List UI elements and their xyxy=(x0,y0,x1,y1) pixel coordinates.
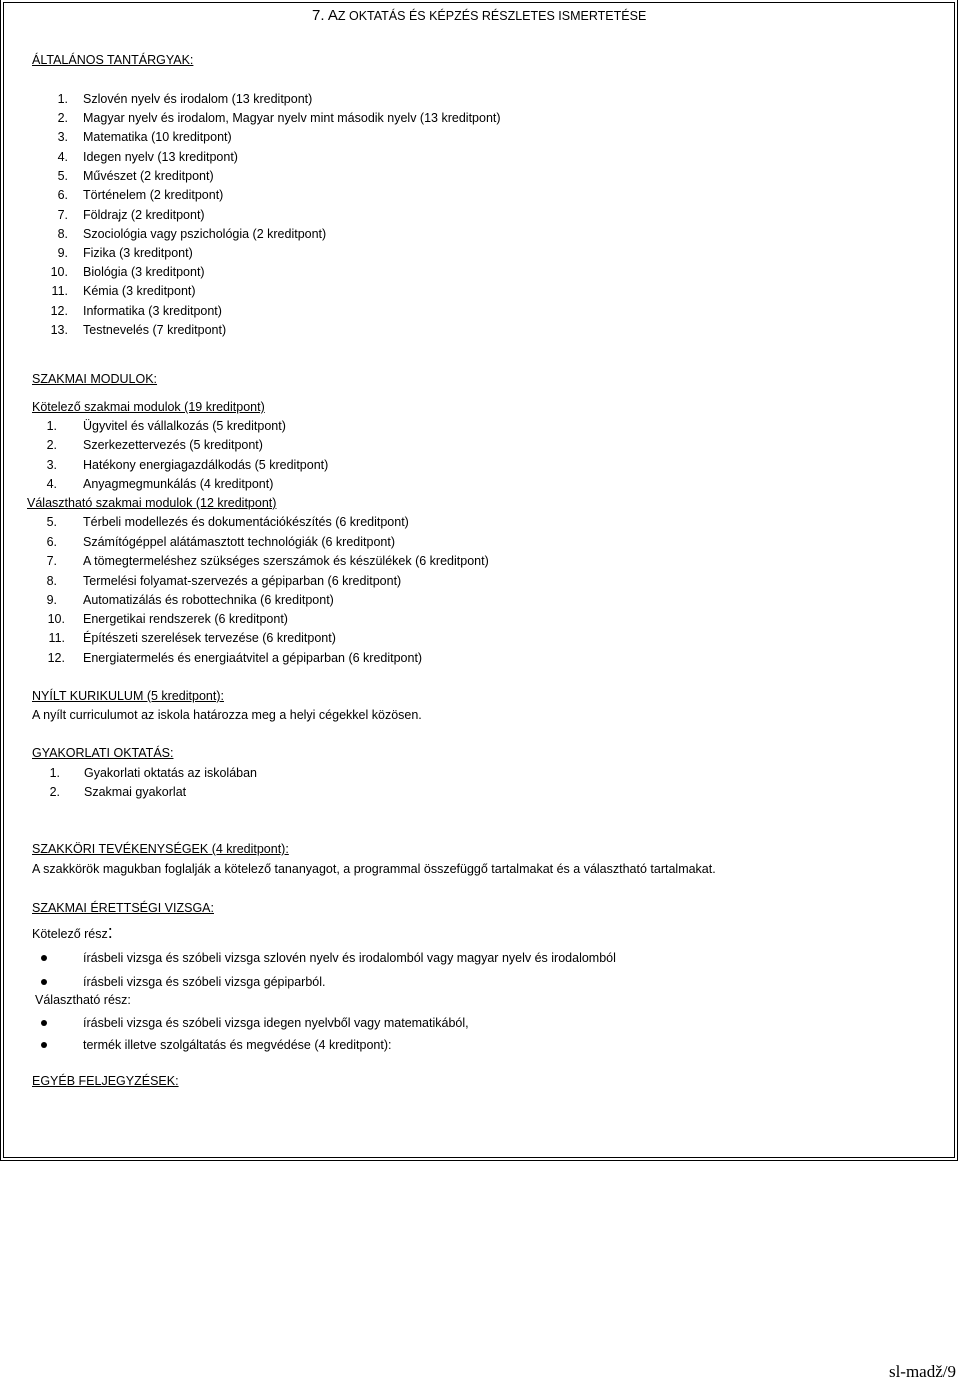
exam-optional-label: Választható rész: xyxy=(35,993,131,1007)
other-notes-heading: EGYÉB FELJEGYZÉSEK: xyxy=(32,1074,179,1088)
practical-heading: GYAKORLATI OKTATÁS: xyxy=(32,746,174,760)
exam-heading: SZAKMAI ÉRETTSÉGI VIZSGA: xyxy=(32,901,214,915)
modules-heading: SZAKMAI MODULOK: xyxy=(32,372,158,386)
optional-modules-heading: Választható szakmai modulok (12 kreditpont) xyxy=(27,496,277,510)
activities-text: A szakkörök magukban foglalják a kötelező tananyagot, a programmal összefüggő tartalmakat és a választható tartalmakat. xyxy=(32,862,716,876)
open-curriculum-text: A nyílt curriculumot az iskola határozza meg a helyi cégekkel közösen. xyxy=(32,708,422,722)
activities-heading: SZAKKÖRI TEVÉKENYSÉGEK (4 kreditpont): xyxy=(32,842,289,856)
page-footer: sl-madž/9 xyxy=(888,1362,956,1381)
bullet-icon xyxy=(41,979,47,985)
exam-mandatory-label: Kötelező rész: xyxy=(32,922,113,942)
mandatory-modules-heading: Kötelező szakmai modulok (19 kreditpont) xyxy=(32,400,265,414)
open-curriculum-heading: NYÍLT KURIKULUM (5 kreditpont): xyxy=(32,689,224,703)
bullet-icon xyxy=(41,1042,47,1048)
section-title: 7. AZ OKTATÁS ÉS KÉPZÉS RÉSZLETES ISMERTETÉSE xyxy=(312,7,647,24)
bullet-icon xyxy=(41,1020,47,1026)
general-subjects-heading: ÁLTALÁNOS TANTÁRGYAK: xyxy=(32,53,194,67)
bullet-icon xyxy=(41,955,47,961)
